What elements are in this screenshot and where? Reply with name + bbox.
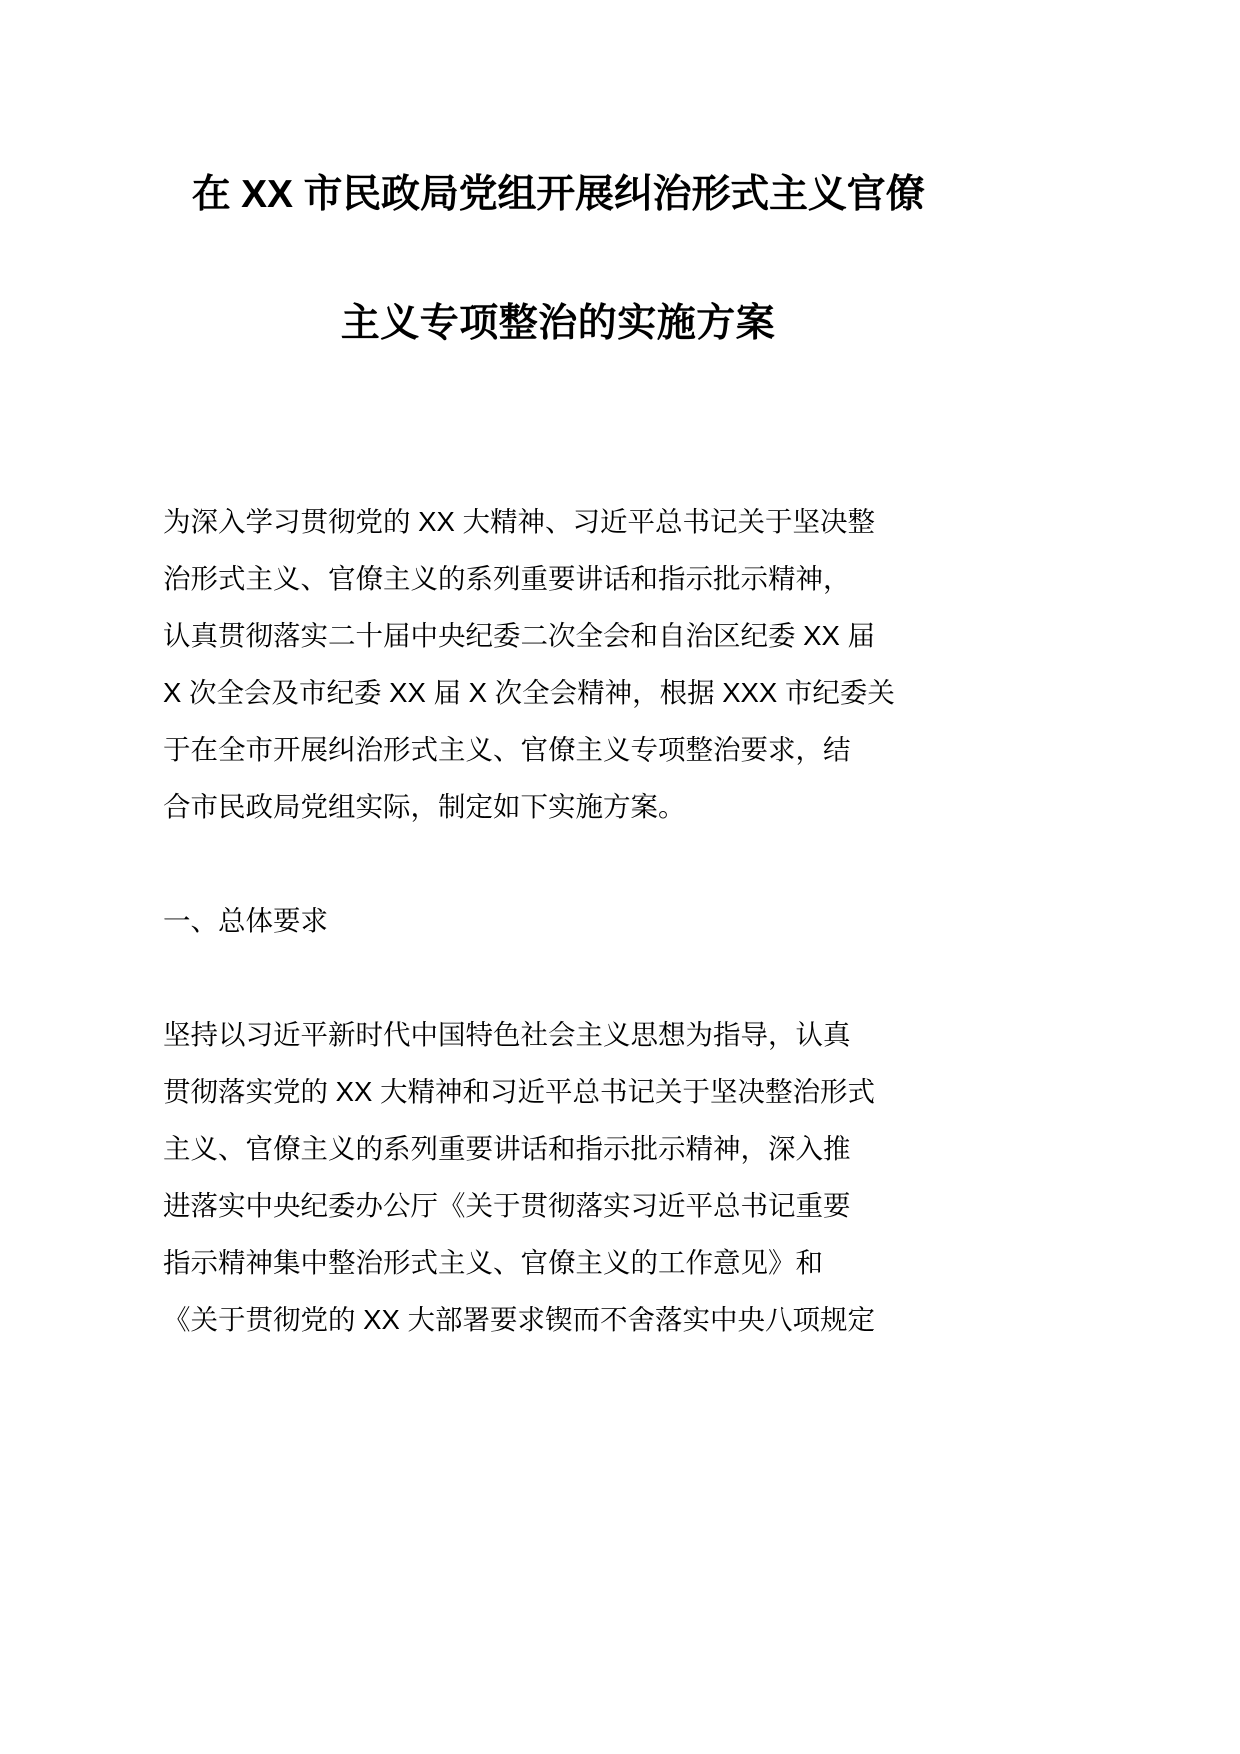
- paragraph-line: X 次全会及市纪委 XX 届 X 次全会精神，根据 XXX 市纪委关: [163, 677, 895, 708]
- paragraph-line: 坚持以习近平新时代中国特色社会主义思想为指导，认真: [163, 1019, 851, 1050]
- heading-gap-top: [163, 835, 953, 892]
- paragraph-line: 为深入学习贯彻党的 XX 大精神、习近平总书记关于坚决整: [163, 506, 875, 537]
- paragraph-line: 主义、官僚主义的系列重要讲话和指示批示精神，深入推: [163, 1133, 851, 1164]
- page-title-line-2: 主义专项整治的实施方案: [340, 302, 776, 345]
- paragraph-line: 贯彻落实党的 XX 大精神和习近平总书记关于坚决整治形式: [163, 1076, 875, 1107]
- intro-paragraph: [163, 493, 953, 835]
- paragraph-line: 合市民政局党组实际，制定如下实施方案。: [163, 791, 686, 822]
- paragraph-line: 治形式主义、官僚主义的系列重要讲话和指示批示精神，: [163, 563, 851, 594]
- heading-gap-bottom: [163, 949, 953, 1006]
- page-title-line-1: 在 XX 市民政局党组开展纠治形式主义官僚: [191, 173, 925, 216]
- paragraph-line: 指示精神集中整治形式主义、官僚主义的工作意见》和: [163, 1247, 823, 1278]
- title-body-spacer: [163, 343, 953, 493]
- section-heading-overall-requirements: 一、总体要求: [163, 905, 328, 936]
- document-body: [163, 493, 953, 1348]
- paragraph-line: 进落实中央纪委办公厅《关于贯彻落实习近平总书记重要: [163, 1190, 851, 1221]
- paragraph-line: 认真贯彻落实二十届中央纪委二次全会和自治区纪委 XX 届: [163, 620, 875, 651]
- page-title: [163, 0, 953, 343]
- paragraph-line: 《关于贯彻党的 XX 大部署要求锲而不舍落实中央八项规定: [163, 1304, 875, 1335]
- document-content: [163, 0, 953, 1348]
- paragraph-line: 于在全市开展纠治形式主义、官僚主义专项整治要求，结: [163, 734, 851, 765]
- overall-requirements-paragraph: [163, 1006, 953, 1348]
